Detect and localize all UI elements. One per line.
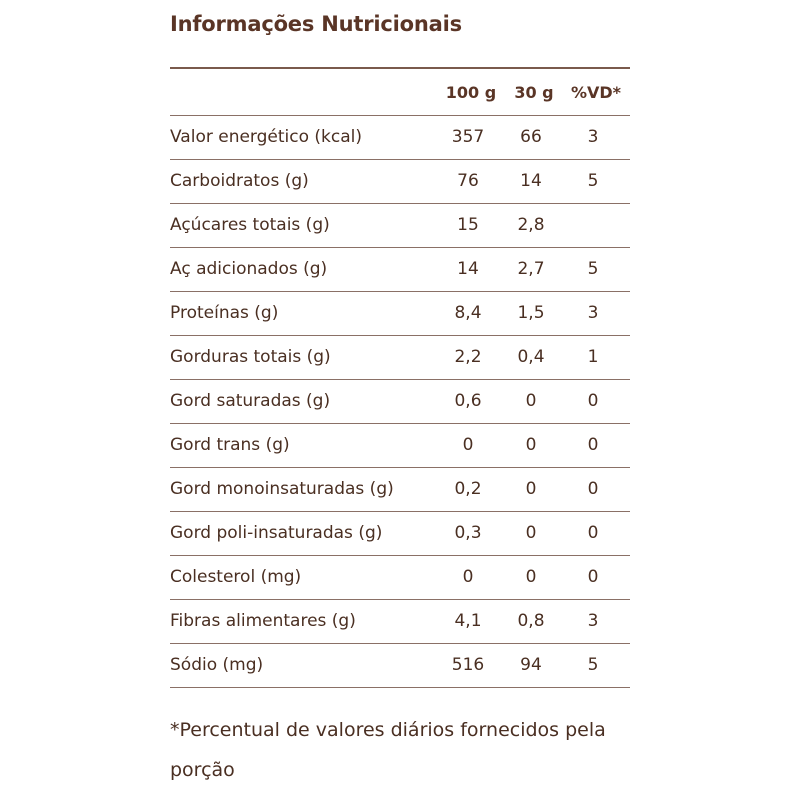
value-per-100g: 2,2 xyxy=(454,347,482,367)
table-header-row xyxy=(170,69,630,116)
column-header-30g: 30 g xyxy=(514,83,554,102)
value-daily-percent: 3 xyxy=(587,127,599,147)
table-row xyxy=(170,644,630,688)
nutrient-label: Gord trans (g) xyxy=(170,435,290,455)
nutrient-label: Açúcares totais (g) xyxy=(170,215,330,235)
nutrient-label: Sódio (mg) xyxy=(170,655,264,675)
column-header-100g: 100 g xyxy=(445,83,497,102)
nutrient-label: Proteínas (g) xyxy=(170,303,279,323)
value-per-30g: 0 xyxy=(525,567,537,587)
value-daily-percent: 0 xyxy=(587,523,599,543)
table-row xyxy=(170,116,630,160)
table-row xyxy=(170,424,630,468)
nutrient-label: Aç adicionados (g) xyxy=(170,259,328,279)
value-per-100g: 4,1 xyxy=(454,611,482,631)
value-per-30g: 66 xyxy=(520,127,542,147)
value-per-100g: 14 xyxy=(457,259,479,279)
value-per-100g: 8,4 xyxy=(454,303,482,323)
value-daily-percent: 0 xyxy=(587,567,599,587)
table-body xyxy=(170,116,630,688)
table-row xyxy=(170,556,630,600)
value-per-30g: 2,8 xyxy=(517,215,545,235)
value-per-100g: 15 xyxy=(457,215,479,235)
nutrient-label: Gord saturadas (g) xyxy=(170,391,331,411)
value-daily-percent: 0 xyxy=(587,479,599,499)
value-daily-percent: 3 xyxy=(587,303,599,323)
value-per-100g: 0 xyxy=(462,567,474,587)
value-daily-percent: 1 xyxy=(587,347,599,367)
value-per-100g: 516 xyxy=(451,655,485,675)
value-per-30g: 0 xyxy=(525,523,537,543)
value-per-30g: 2,7 xyxy=(517,259,545,279)
value-per-100g: 0,3 xyxy=(454,523,482,543)
nutrient-label: Carboidratos (g) xyxy=(170,171,309,191)
value-per-30g: 0,4 xyxy=(517,347,545,367)
value-per-30g: 0 xyxy=(525,435,537,455)
value-daily-percent: 5 xyxy=(587,171,599,191)
table-row xyxy=(170,512,630,556)
nutrient-label: Colesterol (mg) xyxy=(170,567,302,587)
nutrient-label: Gord poli-insaturadas (g) xyxy=(170,523,383,543)
value-per-30g: 14 xyxy=(520,171,542,191)
value-per-30g: 0 xyxy=(525,391,537,411)
nutrient-label: Gord monoinsaturadas (g) xyxy=(170,479,394,499)
value-daily-percent: 5 xyxy=(587,259,599,279)
value-per-100g: 357 xyxy=(451,127,485,147)
value-per-30g: 1,5 xyxy=(517,303,545,323)
value-daily-percent: 0 xyxy=(587,391,599,411)
table-row xyxy=(170,292,630,336)
nutrient-label: Gorduras totais (g) xyxy=(170,347,331,367)
table-row xyxy=(170,380,630,424)
table-row xyxy=(170,248,630,292)
value-per-100g: 0 xyxy=(462,435,474,455)
value-per-30g: 0,8 xyxy=(517,611,545,631)
table-row xyxy=(170,336,630,380)
nutrition-table xyxy=(170,67,630,688)
table-row xyxy=(170,204,630,248)
value-per-30g: 94 xyxy=(520,655,542,675)
table-row xyxy=(170,600,630,644)
table-row xyxy=(170,160,630,204)
value-per-100g: 0,2 xyxy=(454,479,482,499)
value-daily-percent: 0 xyxy=(587,435,599,455)
value-per-100g: 0,6 xyxy=(454,391,482,411)
value-daily-percent: 5 xyxy=(587,655,599,675)
column-header-vd: %VD* xyxy=(570,83,622,102)
table-row xyxy=(170,468,630,512)
nutrient-label: Valor energético (kcal) xyxy=(170,127,363,147)
value-per-100g: 76 xyxy=(457,171,479,191)
value-per-30g: 0 xyxy=(525,479,537,499)
value-daily-percent: 3 xyxy=(587,611,599,631)
nutrient-label: Fibras alimentares (g) xyxy=(170,611,356,631)
page-title: Informações Nutricionais xyxy=(170,12,462,36)
footnote: *Percentual de valores diários fornecidos pela porção xyxy=(170,719,606,781)
